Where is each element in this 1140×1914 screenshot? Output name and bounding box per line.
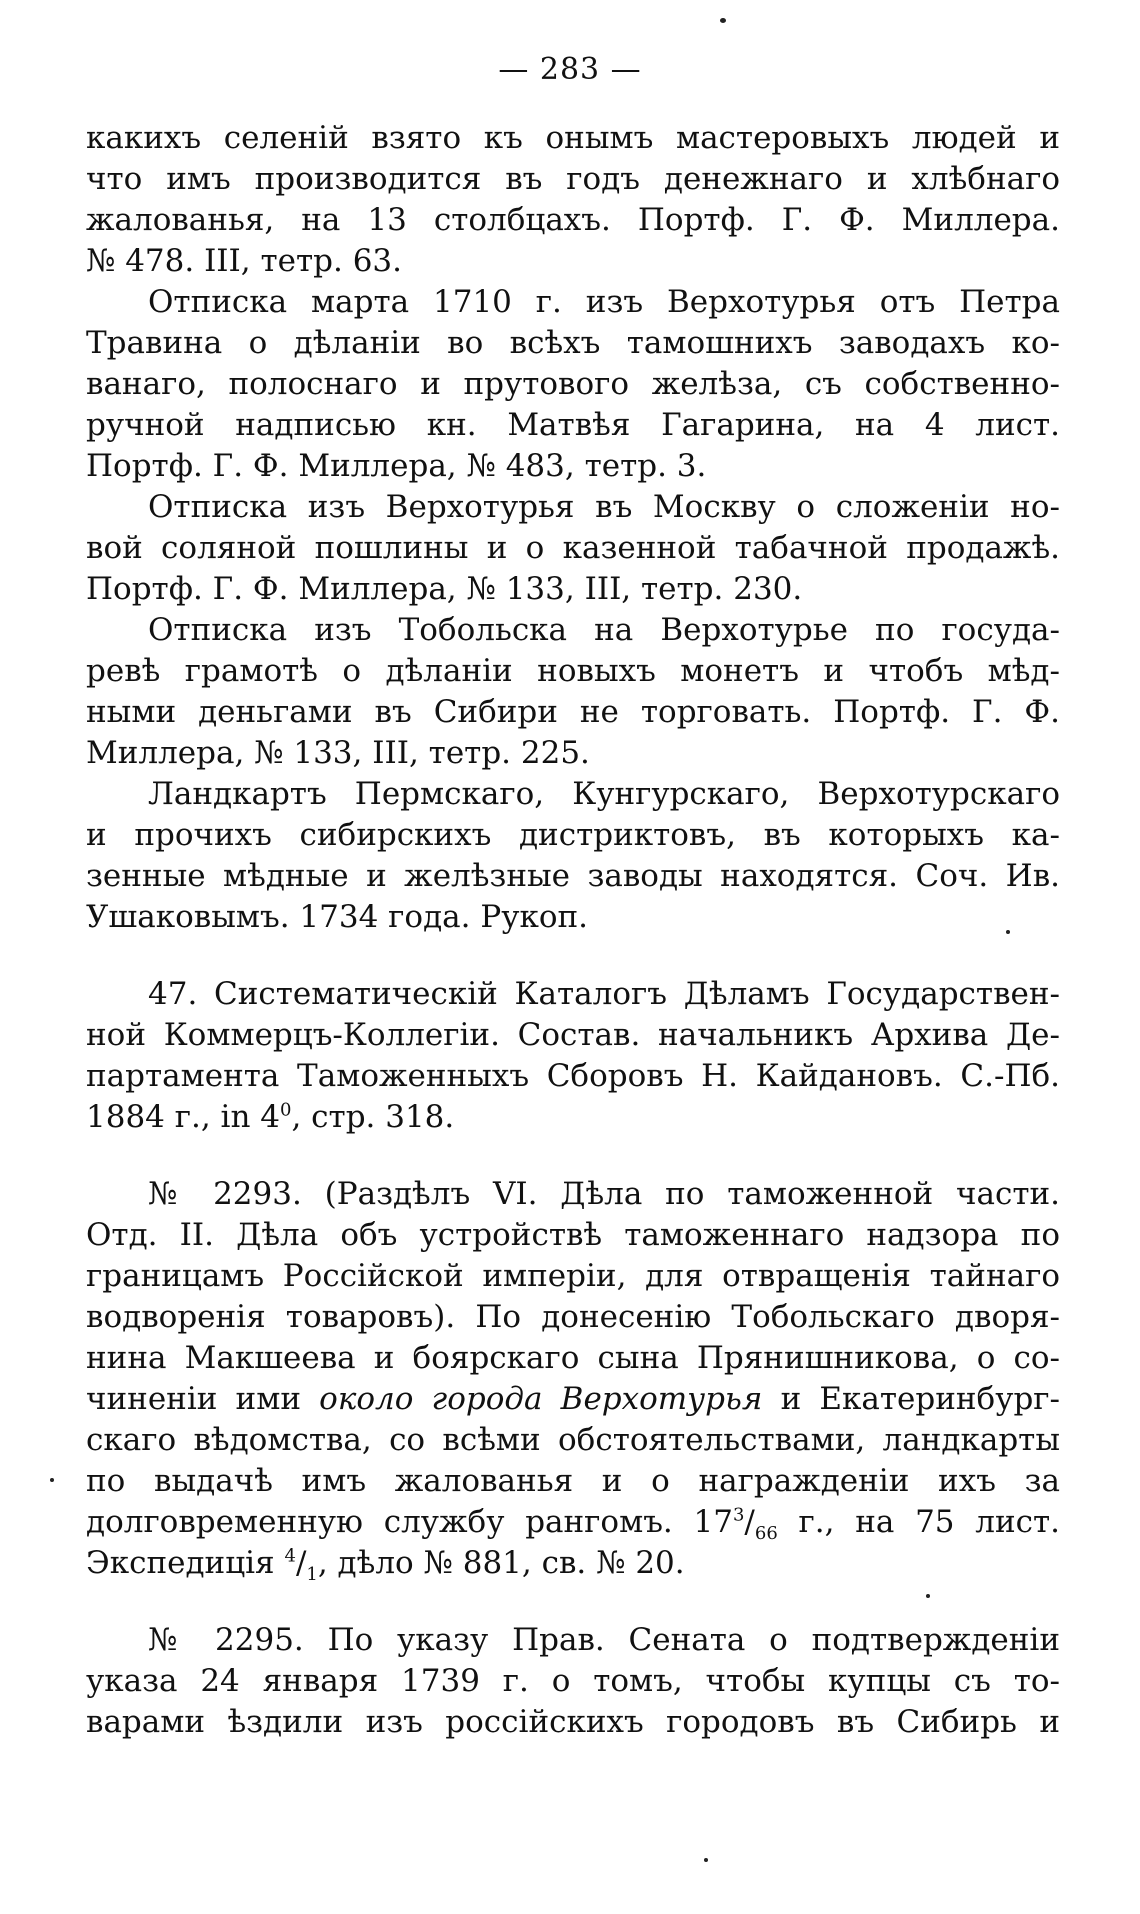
text-line: ными деньгами въ Сибири не торговать. Портф. Г. Ф. bbox=[86, 694, 1060, 730]
text-line: скаго вѣдомства, со всѣми обстоятельствами, ландкарты bbox=[86, 1422, 1060, 1458]
text-line: Портф. Г. Ф. Миллера, № 483, тетр. 3. bbox=[86, 448, 707, 484]
text-line: и прочихъ сибирскихъ дистриктовъ, въ которыхъ ка- bbox=[86, 817, 1060, 853]
text-line: Отписка марта 1710 г. изъ Верхотурья отъ Петра bbox=[148, 284, 1060, 320]
text-line: № 478. III, тетр. 63. bbox=[86, 243, 403, 279]
text-line: водворенія товаровъ). По донесенію Тобольскаго дворя- bbox=[86, 1299, 1060, 1335]
text-fragment: чиненіи ими bbox=[86, 1381, 320, 1417]
text-line: ревѣ грамотѣ о дѣланіи новыхъ монетъ и чтобъ мѣд- bbox=[86, 653, 1060, 689]
italic-fragment: около города Верхотурья bbox=[319, 1381, 763, 1417]
text-fragment: г., на 75 лист. bbox=[777, 1504, 1060, 1540]
text-line: 47. Систематическій Каталогъ Дѣламъ Государствен- bbox=[148, 976, 1060, 1012]
text-line: зенные мѣдные и желѣзные заводы находятся. Соч. Ив. bbox=[86, 858, 1060, 894]
scan-speck bbox=[50, 1478, 54, 1482]
text-line: вой соляной пошлины и о казенной табачной продажѣ. bbox=[86, 530, 1060, 566]
text-line bbox=[86, 1379, 1060, 1420]
section-gap bbox=[86, 938, 1060, 974]
text-line: Отд. II. Дѣла объ устройствѣ таможеннаго надзора по bbox=[86, 1217, 1060, 1253]
paragraph-2 bbox=[86, 282, 1060, 487]
text-line: какихъ селеній взято къ онымъ мастеровыхъ людей и bbox=[86, 120, 1060, 156]
entry-2293 bbox=[86, 1174, 1060, 1584]
text-line: по выдачѣ имъ жалованья и о награжденіи ихъ за bbox=[86, 1463, 1060, 1499]
catalogue-entry-47 bbox=[86, 974, 1060, 1138]
text-fragment: 1884 г., in 4 bbox=[86, 1099, 281, 1135]
text-line: ручной надписью кн. Матвѣя Гагарина, на 4 лист. bbox=[86, 407, 1060, 443]
text-line: Ушаковымъ. 1734 года. Рукоп. bbox=[86, 899, 588, 935]
scan-speck bbox=[926, 1594, 930, 1598]
text-line: нина Макшеева и боярскаго сына Прянишникова, о со- bbox=[86, 1340, 1060, 1376]
paragraph-5 bbox=[86, 774, 1060, 938]
text-line: ной Коммерцъ-Коллегіи. Состав. начальникъ Архива Де- bbox=[86, 1017, 1060, 1053]
scan-speck bbox=[1006, 930, 1010, 934]
text-line: ванаго, полоснаго и прутового желѣза, съ собственно- bbox=[86, 366, 1060, 402]
text-line: Ландкартъ Пермскаго, Кунгурскаго, Верхотурскаго bbox=[148, 776, 1060, 812]
text-line: Миллера, № 133, III, тетр. 225. bbox=[86, 735, 590, 771]
text-line bbox=[86, 1097, 1060, 1138]
text-line: партамента Таможенныхъ Сборовъ Н. Кайдановъ. С.-Пб. bbox=[86, 1058, 1060, 1094]
text-line: варами ѣздили изъ россійскихъ городовъ въ Сибирь и bbox=[86, 1704, 1060, 1740]
scan-speck bbox=[704, 1858, 708, 1862]
fraction-slash: / bbox=[295, 1545, 307, 1581]
text-line: что имъ производится въ годъ денежнаго и хлѣбнаго bbox=[86, 161, 1060, 197]
scan-speck bbox=[720, 18, 726, 23]
text-fragment: и Екатеринбург- bbox=[762, 1381, 1061, 1417]
subscript: 66 bbox=[754, 1523, 778, 1545]
superscript: 3 bbox=[732, 1504, 745, 1526]
paragraph-1 bbox=[86, 118, 1060, 282]
subscript: 1 bbox=[306, 1564, 318, 1586]
superscript: 4 bbox=[284, 1545, 296, 1567]
text-fragment: , стр. 318. bbox=[291, 1099, 455, 1135]
body-text bbox=[86, 118, 1060, 1743]
text-fragment: , дѣло № 881, св. № 20. bbox=[317, 1545, 685, 1581]
text-line: границамъ Россійской имперіи, для отвращенія тайнаго bbox=[86, 1258, 1060, 1294]
paragraph-3 bbox=[86, 487, 1060, 610]
text-line: указа 24 января 1739 г. о томъ, чтобы купцы съ то- bbox=[86, 1663, 1060, 1699]
text-line: жалованья, на 13 столбцахъ. Портф. Г. Ф. Миллера. bbox=[86, 202, 1060, 238]
section-gap bbox=[86, 1584, 1060, 1620]
text-fragment: долговременную службу рангомъ. 17 bbox=[86, 1504, 733, 1540]
entry-2295 bbox=[86, 1620, 1060, 1743]
text-fragment: Экспедиція bbox=[86, 1545, 285, 1581]
paragraph-4 bbox=[86, 610, 1060, 774]
text-line bbox=[86, 1543, 1060, 1584]
text-line: Портф. Г. Ф. Миллера, № 133, III, тетр. 230. bbox=[86, 571, 803, 607]
text-line: № 2295. По указу Прав. Сената о подтвержденіи bbox=[148, 1622, 1060, 1658]
superscript: 0 bbox=[280, 1099, 292, 1121]
section-gap bbox=[86, 1138, 1060, 1174]
text-line bbox=[86, 1502, 1060, 1543]
fraction-slash: / bbox=[744, 1504, 755, 1540]
text-line: Травина о дѣланіи во всѣхъ тамошнихъ заводахъ ко- bbox=[86, 325, 1060, 361]
text-line: Отписка изъ Верхотурья въ Москву о сложеніи но- bbox=[148, 489, 1060, 525]
text-line: № 2293. (Раздѣлъ VI. Дѣла по таможенной части. bbox=[148, 1176, 1060, 1212]
text-line: Отписка изъ Тобольска на Верхотурье по госуда- bbox=[148, 612, 1060, 648]
page-number: — 283 — bbox=[498, 52, 642, 87]
